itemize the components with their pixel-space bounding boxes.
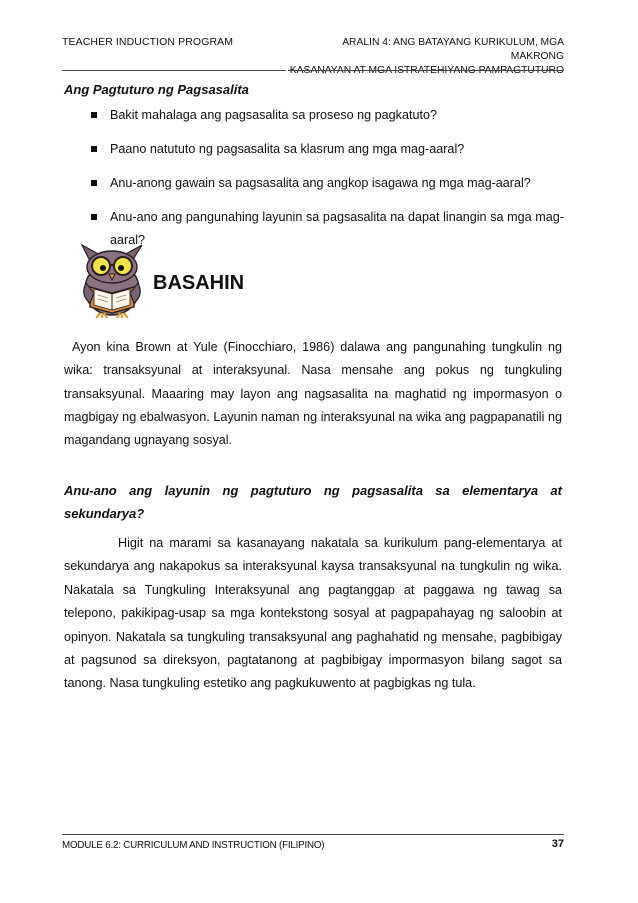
question-list: [64, 104, 564, 263]
paragraph-functions-of-language: Ayon kina Brown at Yule (Finocchiaro, 1986) dalawa ang pangunahing tungkulin ng wika: transaksyunal at interaksyunal. Nasa mensahe ang pokus ng tungkuling transaksyunal. Maaaring may layon ang nagsasalita na maghatid ng impormasyon o magbigay ng ebalwasyon. Layunin naman ng interaksyunal na wika ang pagpapanatili ng magandang ugnayang sosyal.: [64, 340, 562, 448]
list-item: Anu-ano ang pangunahing layunin sa pagsasalita na dapat linangin sa mga mag-aaral?: [64, 206, 564, 252]
list-item: Paano natututo ng pagsasalita sa klasrum ang mga mag-aaral?: [64, 138, 564, 161]
bullet-square-icon: [91, 146, 97, 152]
header-program-title: TEACHER INDUCTION PROGRAM: [62, 36, 234, 48]
list-item: Anu-anong gawain sa pagsasalita ang angkop isagawa ng mga mag-aaral?: [64, 172, 564, 195]
footer-divider: [62, 834, 564, 835]
header-lesson-line2: [288, 64, 564, 78]
bullet-square-icon: [91, 214, 97, 220]
footer-module-title: MODULE 6.2: CURRICULUM AND INSTRUCTION (FILIPINO): [62, 840, 325, 851]
section-subheading: Anu-ano ang layunin ng pagtuturo ng pagsasalita sa elementarya at sekundarya?: [64, 483, 562, 521]
section-heading: Ang Pagtuturo ng Pagsasalita: [64, 82, 249, 97]
header-lesson-title: [288, 36, 564, 78]
header-divider-left: [62, 70, 286, 71]
basahin-label: BASAHIN: [153, 272, 245, 294]
bullet-square-icon: [91, 112, 97, 118]
header-divider-right: [288, 70, 564, 71]
paragraph-curriculum-skills: Higit na marami sa kasanayang nakatala sa kurikulum pang-elementarya at sekundarya ang nakapokus sa interaksyunal kaysa transaksyunal na tungkulin ng wika. Nakatala sa Tungkuling Interaksyunal ang pagtanggap at paggawa ng tawag sa telepono, pakikipag-usap sa mga kontekstong sosyal at pagpapahayag ng saloobin at opinyon. Nakatala sa tungkuling transaksyunal ang paghahatid ng mensahe, pagbibigay at pagsunod sa direksyon, pagtatanong at pagbibigay impormasyon bilang sagot sa tanong. Nasa tungkuling estetiko ang pagkukuwento at pagbigkas ng tula.: [64, 536, 562, 691]
bullet-square-icon: [91, 180, 97, 186]
header-lesson-line1: ARALIN 4: ANG BATAYANG KURIKULUM, MGA MAKRONG: [342, 37, 564, 62]
list-item: Bakit mahalaga ang pagsasalita sa proseso ng pagkatuto?: [64, 104, 564, 127]
page-number: 37: [551, 838, 564, 850]
reading-owl-icon: [72, 243, 152, 319]
